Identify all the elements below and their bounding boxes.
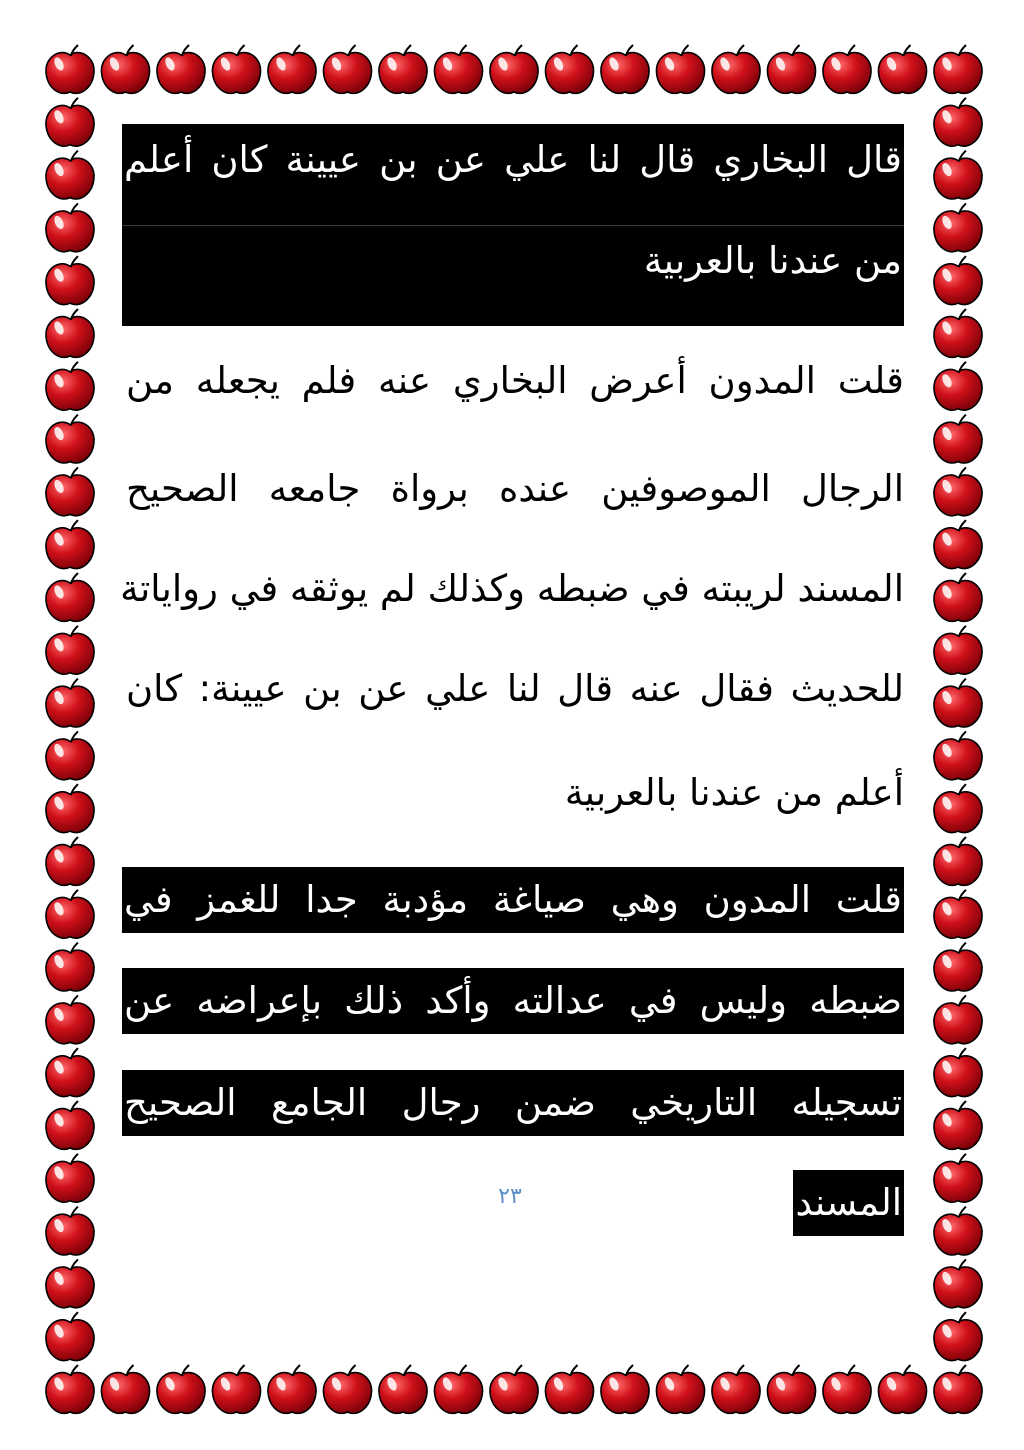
highlight-line-3: تسجيله التاريخي ضمن رجال الجامع الصحيح [122, 1070, 904, 1136]
red-apple-icon [934, 784, 982, 832]
quote-line-2: من عندنا بالعربية [643, 239, 902, 282]
red-apple-icon [934, 151, 982, 199]
red-apple-icon [934, 943, 982, 991]
red-apple-icon [46, 784, 94, 832]
red-apple-icon [934, 1154, 982, 1202]
red-apple-icon [46, 1154, 94, 1202]
red-apple-icon [934, 1312, 982, 1360]
red-apple-icon [934, 731, 982, 779]
red-apple-icon [934, 520, 982, 568]
red-apple-icon [934, 1101, 982, 1149]
red-apple-icon [46, 995, 94, 1043]
paragraph-line-2: الرجال الموصوفين عنده برواة جامعه الصحيح [126, 467, 904, 510]
paragraph-line-4: للحديث فقال عنه قال لنا علي عن بن عيينة: كان [126, 667, 904, 710]
red-apple-icon [934, 362, 982, 410]
red-apple-icon [46, 626, 94, 674]
quote-divider [122, 225, 904, 226]
red-apple-icon [46, 943, 94, 991]
red-apple-icon [934, 1207, 982, 1255]
red-apple-icon [934, 1259, 982, 1307]
quote-line-1: قال البخاري قال لنا علي عن بن عيينة كان أعلم [124, 138, 902, 181]
red-apple-icon [934, 45, 982, 93]
red-apple-icon [46, 467, 94, 515]
highlight-line-1: قلت المدون وهي صياغة مؤدبة جدا للغمز في [122, 867, 904, 933]
red-apple-icon [46, 1048, 94, 1096]
paragraph-line-3: المسند لريبته في ضبطه وكذلك لم يوثقه في رواياتة [120, 567, 904, 610]
red-apple-icon [934, 203, 982, 251]
red-apple-icon [46, 309, 94, 357]
red-apple-icon [46, 203, 94, 251]
red-apple-icon [934, 837, 982, 885]
red-apple-icon [46, 1365, 94, 1413]
red-apple-icon [46, 256, 94, 304]
red-apple-icon [46, 573, 94, 621]
red-apple-icon [934, 626, 982, 674]
red-apple-icon [46, 98, 94, 146]
highlight-line-4: المسند [793, 1170, 904, 1236]
red-apple-icon [46, 1207, 94, 1255]
red-apple-icon [934, 309, 982, 357]
page-number: ٢٣ [498, 1184, 522, 1209]
red-apple-icon [46, 1101, 94, 1149]
red-apple-icon [934, 679, 982, 727]
red-apple-icon [46, 362, 94, 410]
red-apple-icon [46, 1312, 94, 1360]
red-apple-icon [46, 151, 94, 199]
red-apple-icon [934, 1365, 982, 1413]
page-content [122, 0, 904, 1450]
red-apple-icon [46, 837, 94, 885]
red-apple-icon [934, 995, 982, 1043]
red-apple-icon [46, 890, 94, 938]
red-apple-icon [46, 520, 94, 568]
red-apple-icon [934, 98, 982, 146]
red-apple-icon [46, 1259, 94, 1307]
red-apple-icon [46, 415, 94, 463]
red-apple-icon [934, 415, 982, 463]
red-apple-icon [934, 573, 982, 621]
red-apple-icon [46, 731, 94, 779]
red-apple-icon [934, 1048, 982, 1096]
paragraph-line-5: أعلم من عندنا بالعربية [564, 771, 904, 814]
highlight-line-2: ضبطه وليس في عدالته وأكد ذلك بإعراضه عن [122, 968, 904, 1034]
red-apple-icon [934, 890, 982, 938]
paragraph-line-1: قلت المدون أعرض البخاري عنه فلم يجعله من [126, 359, 904, 402]
red-apple-icon [934, 256, 982, 304]
red-apple-icon [46, 679, 94, 727]
red-apple-icon [46, 45, 94, 93]
red-apple-icon [934, 467, 982, 515]
